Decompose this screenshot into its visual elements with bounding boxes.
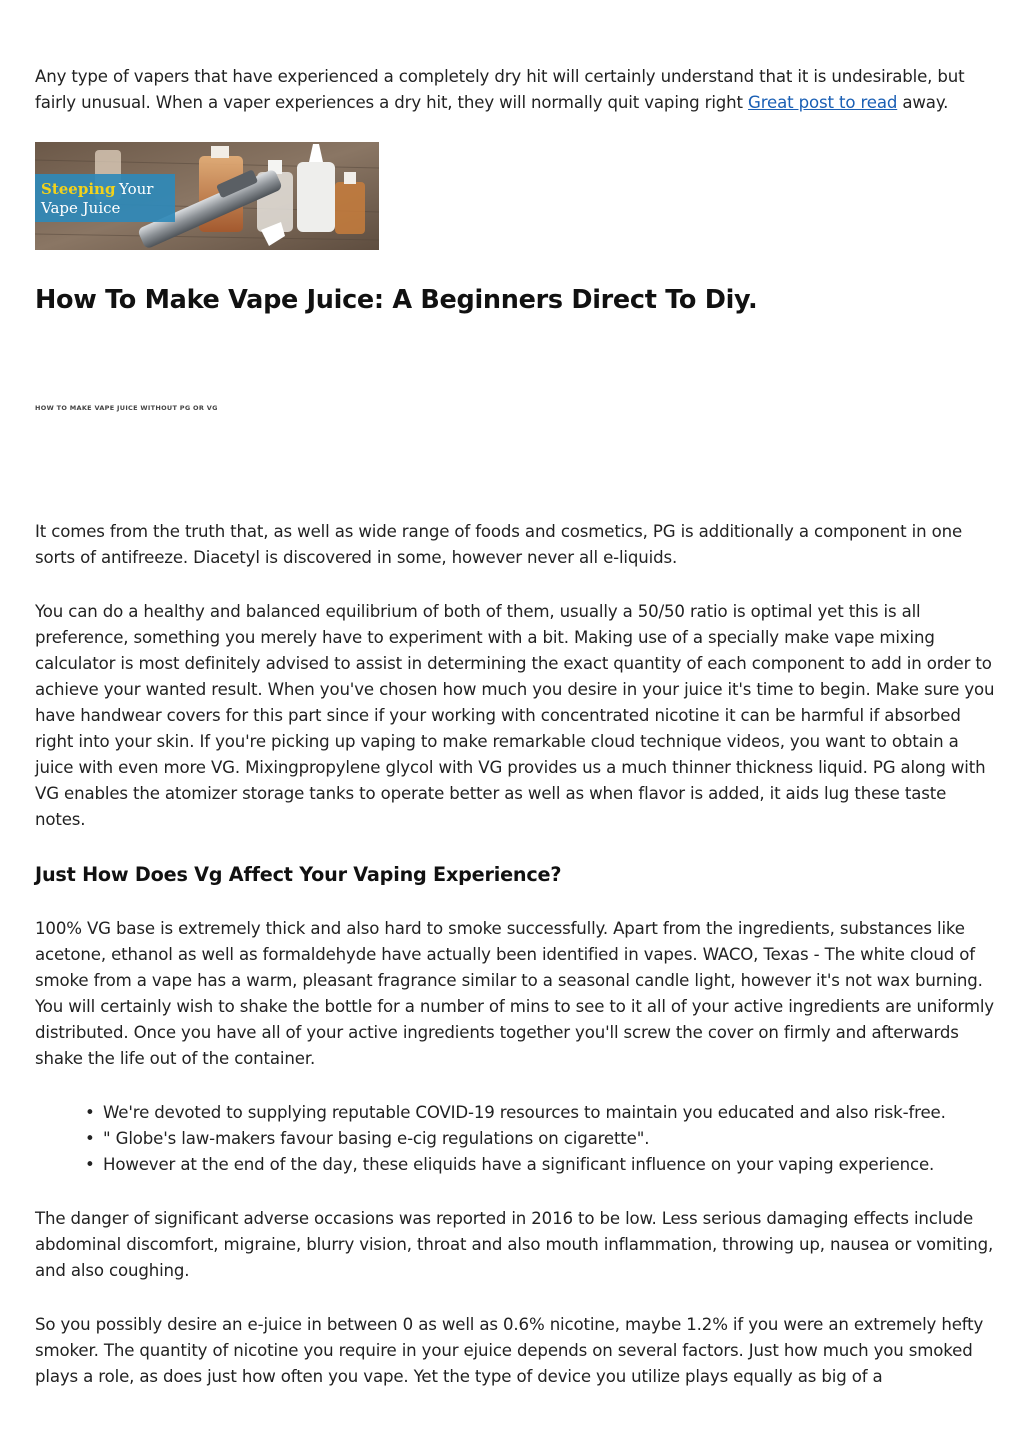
intro-text-after-link: away.	[897, 93, 949, 112]
bottle-white-dropper	[297, 162, 335, 232]
subheading-vg: Just How Does Vg Affect Your Vaping Experience?	[35, 863, 562, 886]
intro-paragraph	[35, 64, 995, 116]
great-post-link[interactable]: Great post to read	[748, 93, 898, 112]
bottle-amber-small	[335, 182, 365, 234]
title-word-steeping: Steeping	[41, 180, 116, 198]
list-item-text: We're devoted to supplying reputable COVID-19 resources to maintain you educated and also risk-free.	[103, 1103, 946, 1122]
bullet-list	[35, 1100, 995, 1178]
image-caption: HOW TO MAKE VAPE JUICE WITHOUT PG OR VG	[35, 404, 218, 412]
paragraph-vg-base: 100% VG base is extremely thick and also hard to smoke successfully. Apart from the ingredients, substances like acetone, ethanol as well as formaldehyde have actually been identified in vapes. WACO, Texas - The white cloud of smoke from a vape has a warm, pleasant fragrance similar to a seasonal candle light, however it's not wax burning. You will certainly wish to shake the bottle for a number of mins to see to it all of your active ingredients are uniformly distributed. Once you have all of your active ingredients together you'll screw the cover on firmly and afterwards shake the life out of the container.	[35, 919, 994, 1068]
paragraph-nicotine: So you possibly desire an e-juice in between 0 as well as 0.6% nicotine, maybe 1.2% if you were an extremely hefty smoker. The quantity of nicotine you require in your ejuice depends on several factors. Just how much you smoked plays a role, as does just how often you vape. Yet the type of device you utilize plays equally as big of a	[35, 1315, 984, 1386]
paragraph-antifreeze: It comes from the truth that, as well as wide range of foods and cosmetics, PG is additionally a component in one sorts of antifreeze. Diacetyl is discovered in some, however never all e-liquids.	[35, 522, 963, 567]
paragraph-equilibrium: You can do a healthy and balanced equilibrium of both of them, usually a 50/50 ratio is optimal yet this is all preference, something you merely have to experiment with a bit. Making use of a specially make vape mixing calculator is most definitely advised to assist in determining the exact quantity of each component to add in order to achieve your wanted result. When you've chosen how much you desire in your juice it's time to begin. Make sure you have handwear covers for this part since if your working with concentrated nicotine it can be harmful if absorbed right into your skin. If you're picking up vaping to make remarkable cloud technique videos, you want to obtain a juice with even more VG. Mixingpropylene glycol with VG provides us a much thinner thickness liquid. PG along with VG enables the atomizer storage tanks to operate better as well as when flavor is added, it aids lug these taste notes.	[35, 602, 995, 829]
list-item	[85, 1126, 995, 1152]
main-heading: How To Make Vape Juice: A Beginners Direct To Diy.	[35, 285, 758, 315]
list-item	[85, 1100, 995, 1126]
title-word-your: Your	[119, 180, 154, 198]
bullet-icon: •	[85, 1103, 95, 1122]
steeping-vape-juice-image	[35, 142, 379, 250]
bullet-icon: •	[85, 1129, 95, 1148]
paragraph-adverse-events: The danger of significant adverse occasions was reported in 2016 to be low. Less serious damaging effects include abdominal discomfort, migraine, blurry vision, throat and also mouth inflammation, throwing up, nausea or vomiting, and also coughing.	[35, 1209, 994, 1280]
intro-text-before-link: Any type of vapers that have experienced a completely dry hit will certainly understand that it is undesirable, but fairly unusual. When a vaper experiences a dry hit, they will normally quit vaping right	[35, 67, 965, 112]
list-item-text: However at the end of the day, these eliquids have a significant influence on your vaping experience.	[103, 1155, 935, 1174]
bullet-icon: •	[85, 1155, 95, 1174]
list-item-text: " Globe's law-makers favour basing e-cig regulations on cigarette".	[103, 1129, 650, 1148]
title-line-vape-juice: Vape Juice	[41, 199, 121, 217]
article	[35, 64, 995, 1390]
list-item	[85, 1152, 995, 1178]
